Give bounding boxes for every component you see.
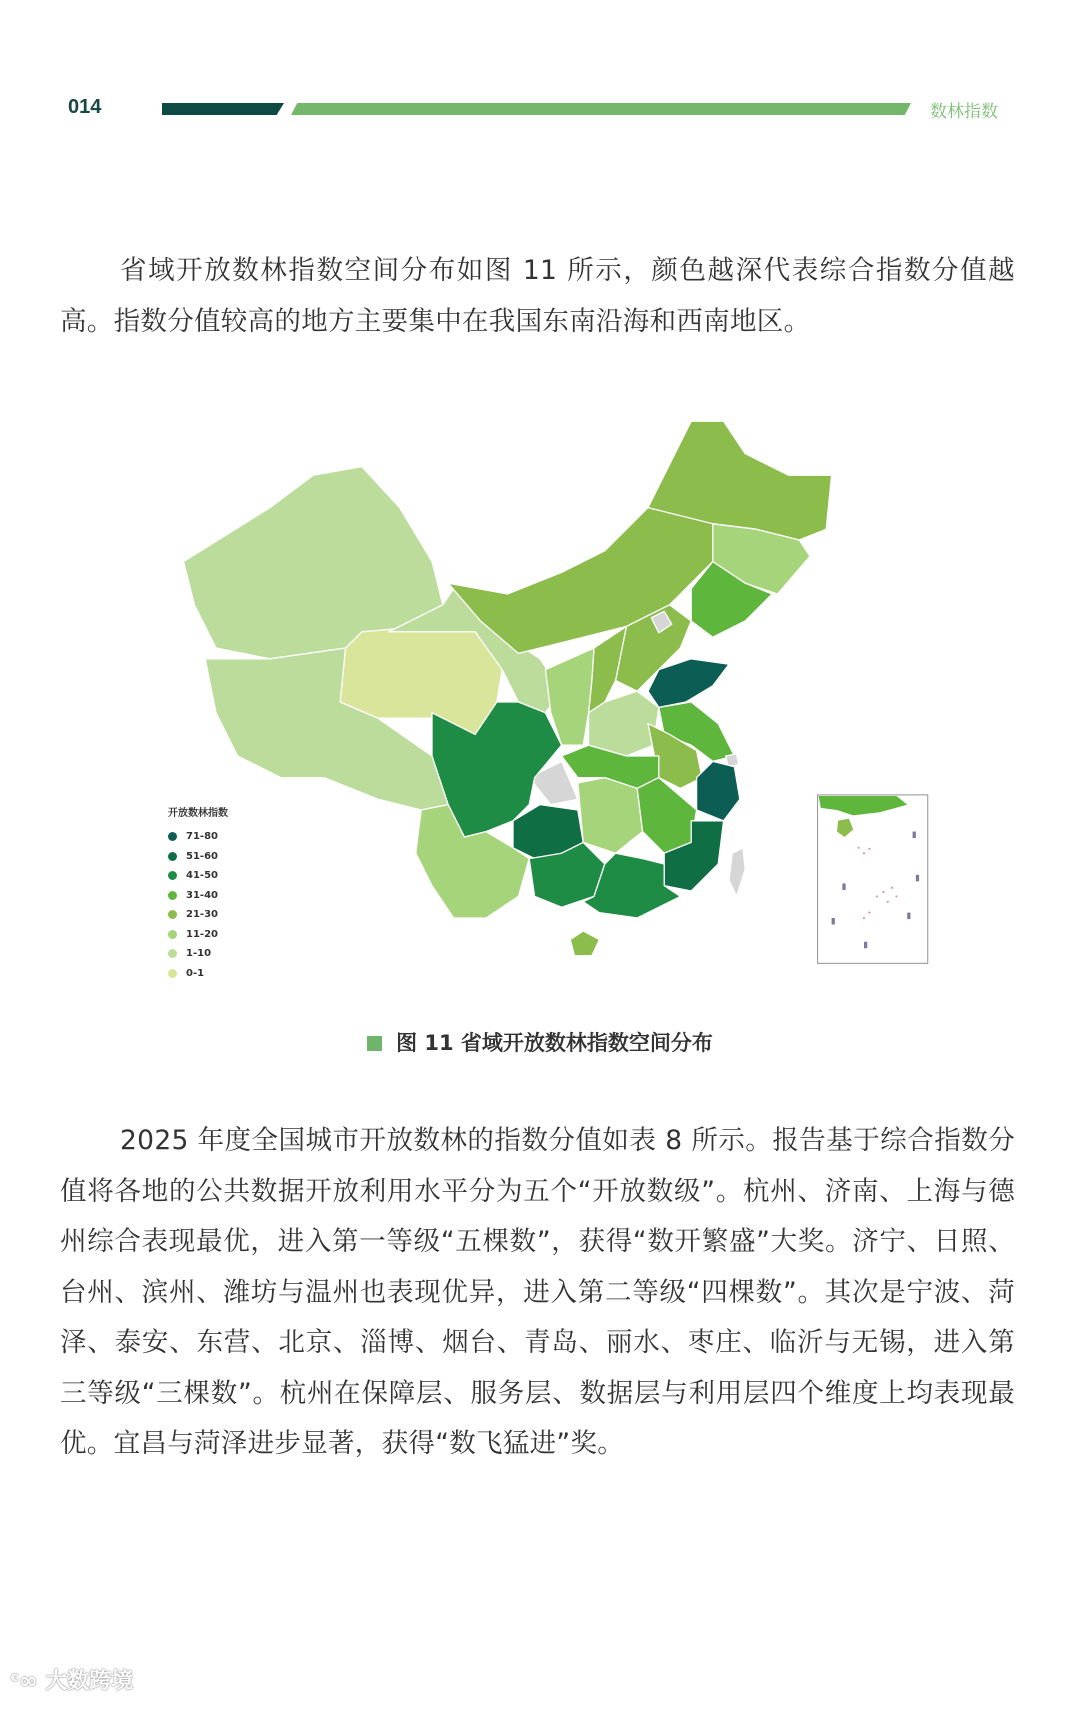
legend-swatch-icon (168, 969, 177, 978)
legend-item (168, 944, 228, 964)
legend-label: 31-40 (186, 889, 218, 901)
figure-caption (0, 1027, 1080, 1057)
legend-item (168, 964, 228, 984)
watermark-text: 大数跨境 (45, 1669, 134, 1694)
legend-label: 11-20 (186, 928, 218, 940)
legend-label: 41-50 (186, 870, 218, 882)
section-title: 数林指数 (930, 102, 998, 122)
province-jiangxi (637, 778, 696, 854)
legend-swatch-icon (168, 910, 177, 919)
legend-label: 1-10 (186, 948, 212, 960)
caption-marker-icon (367, 1036, 382, 1051)
legend-label: 71-80 (186, 831, 218, 843)
legend-swatch-icon (168, 891, 177, 900)
legend-swatch-icon (168, 852, 177, 861)
legend-label: 51-60 (186, 850, 218, 862)
legend-swatch-icon (168, 871, 177, 880)
legend-item (168, 847, 228, 867)
caption-text: 图 11 省域开放数林指数空间分布 (396, 1031, 713, 1055)
legend-swatch-icon (168, 832, 177, 841)
province-taiwan (729, 848, 745, 897)
legend-item (168, 886, 228, 906)
legend-item (168, 925, 228, 945)
ranking-paragraph: 2025 年度全国城市开放数林的指数分值如表 8 所示。报告基于综合指数分值将各地的公共数据开放利用水平分为五个“开放数级”。杭州、济南、上海与德州综合表现最优，进入第一等级“五棵数”，获得“数开繁盛”大奖。济宁、日照、台州、滨州、潍坊与温州也表现优异，进入第二等级“四棵数”。其次是宁波、菏泽、泰安、东营、北京、淄博、烟台、青岛、丽水、枣庄、临沂与无锡，进入第三等级“三棵数”。杭州在保障层、服务层、数据层与利用层四个维度上均表现最优。宜昌与菏泽进步显著，获得“数飞猛进”奖。 (60, 1125, 1015, 1459)
legend-swatch-icon (168, 930, 177, 939)
legend-item (168, 827, 228, 847)
legend-label: 21-30 (186, 909, 218, 921)
watermark-logo: ᶜ∞ 大数跨境 (10, 1669, 134, 1694)
legend-item (168, 905, 228, 925)
legend-title: 开放数林指数 (168, 808, 228, 819)
legend-label: 0-1 (186, 967, 205, 979)
province-hainan (570, 931, 599, 956)
province-hunan (578, 778, 643, 854)
intro-paragraph: 省域开放数林指数空间分布如图 11 所示，颜色越深代表综合指数分值越高。指数分值较高的地方主要集中在我国东南沿海和西南地区。 (60, 255, 1015, 337)
page-number: 014 (68, 96, 102, 118)
legend-swatch-icon (168, 949, 177, 958)
legend-item (168, 866, 228, 886)
map-legend (168, 804, 228, 983)
province-zhejiang (697, 761, 740, 820)
south-china-sea-inset (818, 795, 928, 963)
